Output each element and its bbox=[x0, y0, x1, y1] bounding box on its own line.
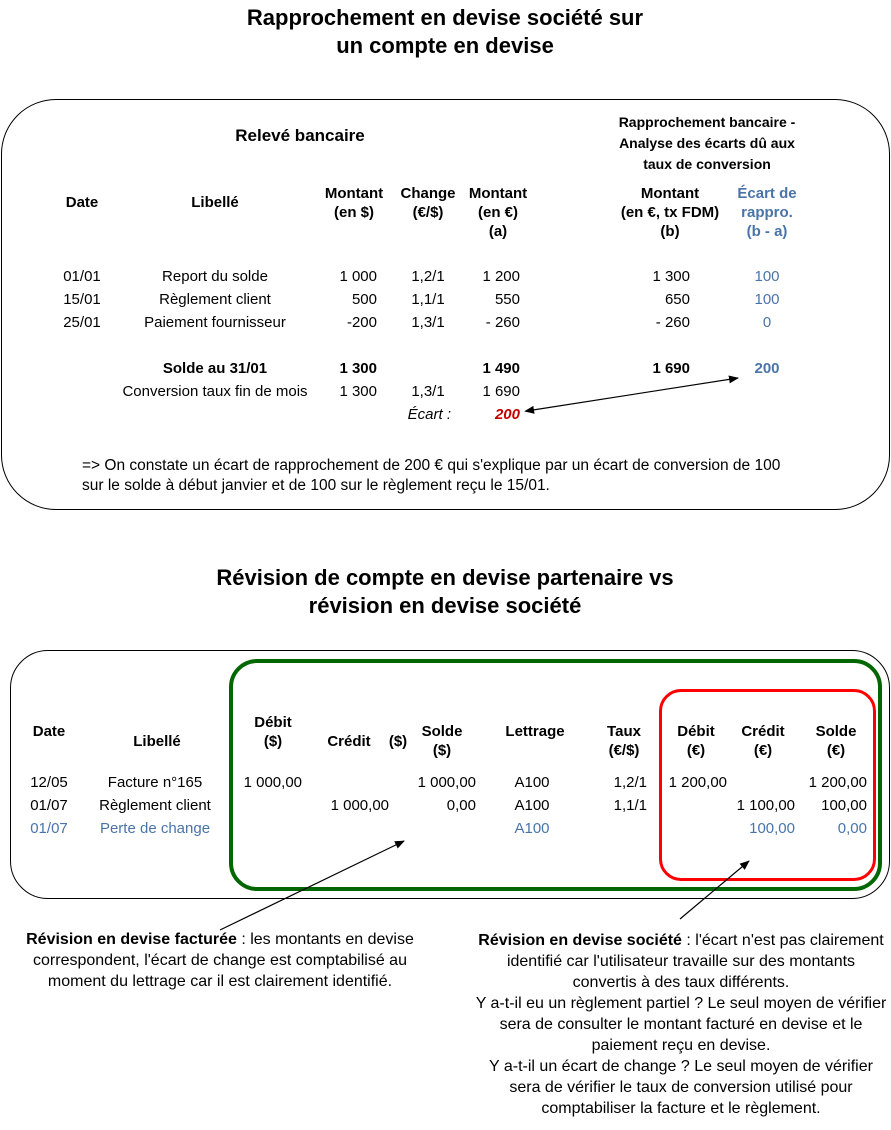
note-right-arrow bbox=[680, 861, 749, 919]
row-ecart: 0 bbox=[762, 314, 772, 331]
header-montant-fdm-l2: (en €, tx FDM) bbox=[620, 204, 720, 221]
header-ecart-l2: rappro. bbox=[741, 204, 793, 221]
rev-row-date: 01/07 bbox=[30, 820, 68, 837]
rev-header-solde-usd-l1: Solde bbox=[421, 723, 463, 740]
statement-title: Relevé bancaire bbox=[235, 126, 365, 145]
row-change: 1,3/1 bbox=[411, 314, 445, 331]
header-montant-eur-l3: (a) bbox=[488, 223, 508, 240]
note-left-text: : les montants en devise correspondent, l'écart de change est comptabilisé au moment du lettrage car il est clairement identifié. bbox=[33, 931, 414, 990]
rev-row-taux: 1,2/1 bbox=[613, 774, 647, 791]
header-change-l1: Change bbox=[400, 185, 456, 202]
rev-header-credit-eur-l1: Crédit bbox=[741, 723, 785, 740]
rev-header-taux-l2: (€/$) bbox=[608, 742, 640, 759]
conversion-eur: 1 690 bbox=[482, 383, 520, 400]
rev-header-debit-usd-l1: Débit bbox=[254, 714, 292, 731]
section2-title-line2: révision en devise société bbox=[308, 593, 582, 618]
rev-header-date: Date bbox=[32, 723, 66, 740]
solde-ecart: 200 bbox=[754, 360, 780, 377]
row-eur: 1 200 bbox=[482, 268, 520, 285]
row-eur: 550 bbox=[494, 291, 520, 308]
row-libelle: Règlement client bbox=[159, 291, 271, 308]
row-libelle: Report du solde bbox=[162, 268, 268, 285]
rev-header-debit-eur-l2: (€) bbox=[686, 742, 706, 759]
header-montant-usd-l1: Montant bbox=[324, 185, 384, 202]
section1-title-line1: Rapprochement en devise société sur bbox=[246, 5, 644, 30]
row-ecart: 100 bbox=[754, 291, 780, 308]
rev-row-libelle: Facture n°165 bbox=[107, 774, 203, 791]
rev-row-libelle: Règlement client bbox=[99, 797, 211, 814]
rev-row-solde-eur: 100,00 bbox=[821, 797, 867, 814]
rev-row-lettrage: A100 bbox=[514, 820, 550, 837]
row-libelle: Paiement fournisseur bbox=[144, 314, 286, 331]
rev-row-date: 01/07 bbox=[30, 797, 68, 814]
note-left-arrow bbox=[220, 841, 404, 930]
header-montant-eur-l1: Montant bbox=[468, 185, 528, 202]
rev-header-solde-eur-l2: (€) bbox=[826, 742, 846, 759]
rev-row-credit-usd: 1 000,00 bbox=[330, 797, 389, 814]
row-fdm: 1 300 bbox=[652, 268, 690, 285]
row-date: 25/01 bbox=[63, 314, 101, 331]
solde-fdm: 1 690 bbox=[652, 360, 690, 377]
header-montant-usd-l2: (en $) bbox=[333, 204, 374, 221]
note-right-para2: Y a-t-il eu un règlement partiel ? Le seul moyen de vérifier sera de consulter le montant facturé en devise et le paiement reçu en devise. bbox=[475, 995, 887, 1054]
rev-row-libelle: Perte de change bbox=[99, 820, 211, 837]
rev-row-taux: 1,1/1 bbox=[613, 797, 647, 814]
analysis-title-line1: Rapprochement bancaire - bbox=[618, 114, 796, 130]
rev-row-debit-eur: 1 200,00 bbox=[668, 774, 727, 791]
row-date: 01/01 bbox=[63, 268, 101, 285]
rev-header-solde-usd-l2: ($) bbox=[432, 742, 452, 759]
section1-title-line2: un compte en devise bbox=[336, 33, 554, 58]
rev-row-solde-usd: 0,00 bbox=[446, 797, 476, 814]
row-change: 1,2/1 bbox=[411, 268, 445, 285]
solde-libelle: Solde au 31/01 bbox=[162, 360, 268, 377]
header-montant-fdm-l1: Montant bbox=[640, 185, 700, 202]
rev-header-debit-eur-l1: Débit bbox=[677, 723, 715, 740]
rev-header-solde-eur-l1: Solde bbox=[815, 723, 857, 740]
header-date: Date bbox=[65, 194, 99, 211]
row-ecart: 100 bbox=[754, 268, 780, 285]
rev-header-debit-usd-l2: ($) bbox=[263, 733, 283, 750]
ecart-value: 200 bbox=[494, 406, 520, 423]
row-usd: -200 bbox=[346, 314, 377, 331]
conclusion-line1: => On constate un écart de rapprochement de 200 € qui s'explique par un écart de conversion de 100 bbox=[82, 457, 781, 474]
rev-row-date: 12/05 bbox=[30, 774, 68, 791]
solde-usd: 1 300 bbox=[339, 360, 377, 377]
rev-header-lettrage: Lettrage bbox=[505, 723, 565, 740]
rev-row-solde-eur: 0,00 bbox=[837, 820, 867, 837]
analysis-title-line3: taux de conversion bbox=[643, 156, 771, 172]
rev-header-credit-usd-unit: ($) bbox=[388, 733, 408, 750]
header-ecart-l1: Écart de bbox=[737, 185, 797, 202]
ecart-label: Écart : bbox=[407, 406, 451, 423]
row-usd: 500 bbox=[351, 291, 377, 308]
note-right-bold: Révision en devise société bbox=[478, 932, 682, 949]
header-ecart-l3: (b - a) bbox=[746, 223, 788, 240]
analysis-title-line2: Analyse des écarts dû aux bbox=[619, 135, 795, 151]
rev-row-solde-eur: 1 200,00 bbox=[808, 774, 867, 791]
rev-row-credit-eur: 1 100,00 bbox=[736, 797, 795, 814]
note-left-bold: Révision en devise facturée bbox=[26, 931, 237, 948]
section2-title-line1: Révision de compte en devise partenaire vs bbox=[216, 565, 674, 590]
rev-header-libelle: Libellé bbox=[133, 733, 181, 750]
conversion-usd: 1 300 bbox=[339, 383, 377, 400]
solde-eur: 1 490 bbox=[482, 360, 520, 377]
rev-header-credit-usd: Crédit bbox=[327, 733, 371, 750]
row-fdm: 650 bbox=[664, 291, 690, 308]
rev-row-credit-eur: 100,00 bbox=[749, 820, 795, 837]
note-right-text: : l'écart n'est pas clairement identifié car l'utilisateur travaille sur des montants convertis à des taux différents. bbox=[506, 932, 884, 991]
conversion-libelle: Conversion taux fin de mois bbox=[122, 383, 308, 400]
conclusion-line2: sur le solde à début janvier et de 100 sur le règlement reçu le 15/01. bbox=[82, 477, 550, 494]
row-fdm: - 260 bbox=[655, 314, 690, 331]
header-libelle: Libellé bbox=[191, 194, 239, 211]
rev-row-lettrage: A100 bbox=[514, 774, 550, 791]
note-right-para3: Y a-t-il un écart de change ? Le seul moyen de vérifier sera de vérifier le taux de conversion utilisé pour comptabiliser la facture et le règlement. bbox=[489, 1058, 873, 1117]
conversion-change: 1,3/1 bbox=[411, 383, 445, 400]
rev-row-debit-usd: 1 000,00 bbox=[243, 774, 302, 791]
header-montant-fdm-l3: (b) bbox=[660, 223, 680, 240]
rev-header-credit-eur-l2: (€) bbox=[753, 742, 773, 759]
rev-row-solde-usd: 1 000,00 bbox=[417, 774, 476, 791]
header-montant-eur-l2: (en €) bbox=[477, 204, 518, 221]
ecart-arrow bbox=[533, 378, 738, 410]
row-eur: - 260 bbox=[485, 314, 520, 331]
row-usd: 1 000 bbox=[339, 268, 377, 285]
rev-header-taux-l1: Taux bbox=[607, 723, 641, 740]
row-date: 15/01 bbox=[63, 291, 101, 308]
header-change-l2: (€/$) bbox=[412, 204, 444, 221]
rev-row-lettrage: A100 bbox=[514, 797, 550, 814]
row-change: 1,1/1 bbox=[411, 291, 445, 308]
